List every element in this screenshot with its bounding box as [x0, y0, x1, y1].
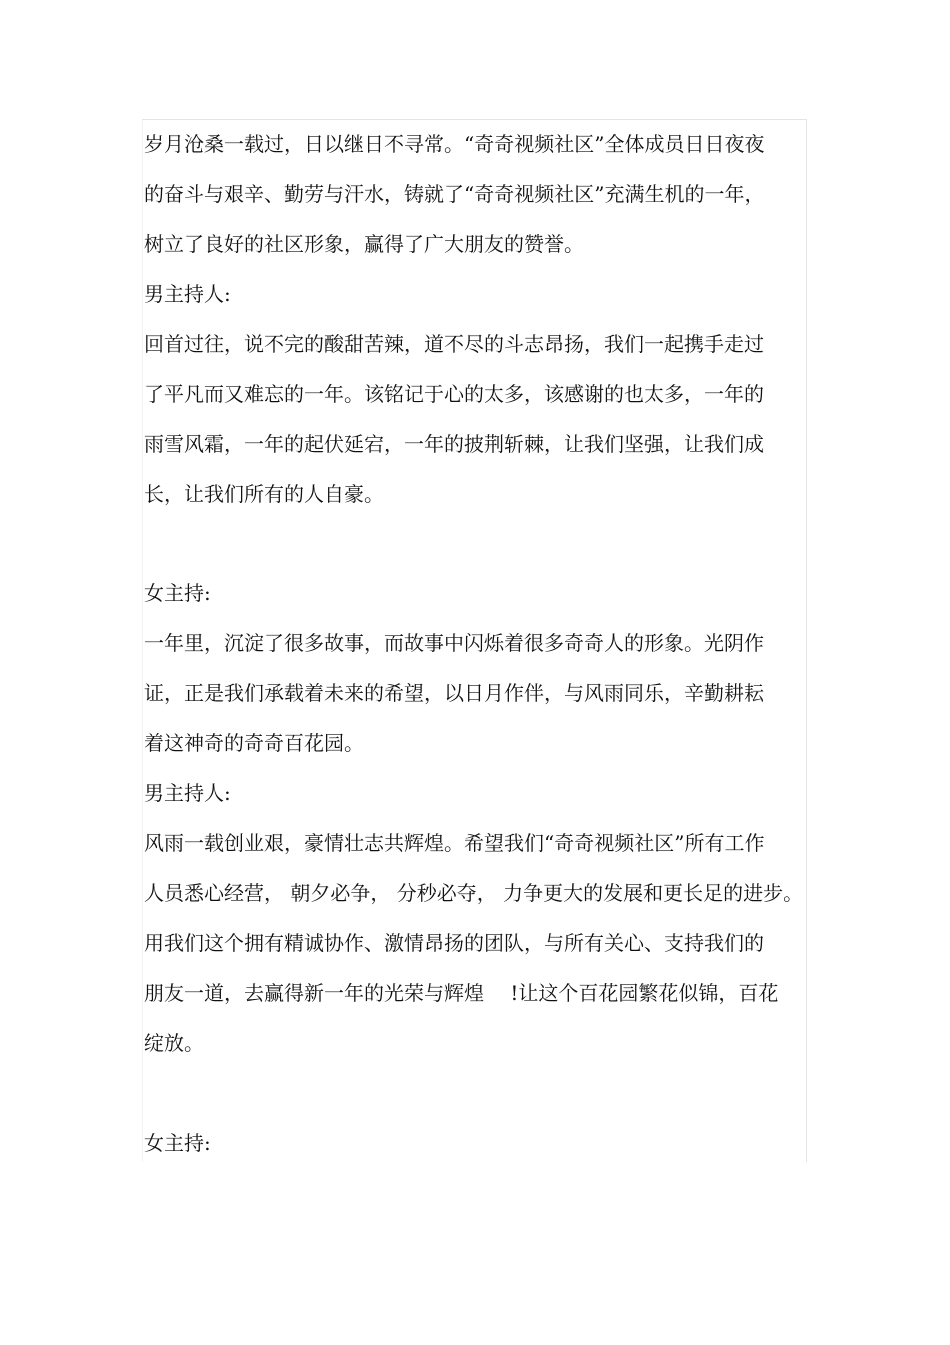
text-line: 证，正是我们承载着未来的希望，以日月作伴，与风雨同乐，辛勤耕耘	[144, 681, 764, 705]
text-line: 朋友一道，去赢得新一年的光荣与辉煌 !让这个百花园繁花似锦，百花	[144, 981, 779, 1005]
text-line: 长，让我们所有的人自豪。	[144, 482, 384, 506]
text-line: 的奋斗与艰辛、勤劳与汗水，铸就了“奇奇视频社区”充满生机的一年，	[144, 182, 765, 206]
speaker-label: 男主持人:	[144, 282, 231, 306]
text-line: 人员悉心经营， 朝夕必争， 分秒必夺， 力争更大的发展和更长足的进步。	[144, 881, 804, 905]
text-line: 风雨一载创业艰，豪情壮志共辉煌。希望我们“奇奇视频社区”所有工作	[144, 831, 765, 855]
text-line: 回首过往，说不完的酸甜苦辣，道不尽的斗志昂扬，我们一起携手走过	[144, 332, 764, 356]
speaker-label: 男主持人:	[144, 781, 231, 805]
text-line: 了平凡而又难忘的一年。该铭记于心的太多，该感谢的也太多，一年的	[144, 382, 764, 406]
text-line: 着这神奇的奇奇百花园。	[144, 731, 364, 755]
speaker-label: 女主持:	[144, 581, 211, 605]
speaker-label: 女主持:	[144, 1131, 211, 1155]
text-line: 绽放。	[144, 1031, 204, 1055]
text-line: 用我们这个拥有精诚协作、激情昂扬的团队，与所有关心、支持我们的	[144, 931, 764, 955]
text-line: 雨雪风霜，一年的起伏延宕，一年的披荆斩棘，让我们坚强，让我们成	[144, 432, 764, 456]
text-line: 一年里，沉淀了很多故事，而故事中闪烁着很多奇奇人的形象。光阴作	[144, 631, 764, 655]
text-line: 树立了良好的社区形象，赢得了广大朋友的赞誉。	[144, 232, 584, 256]
text-line: 岁月沧桑一载过，日以继日不寻常。“奇奇视频社区”全体成员日日夜夜	[144, 132, 765, 156]
